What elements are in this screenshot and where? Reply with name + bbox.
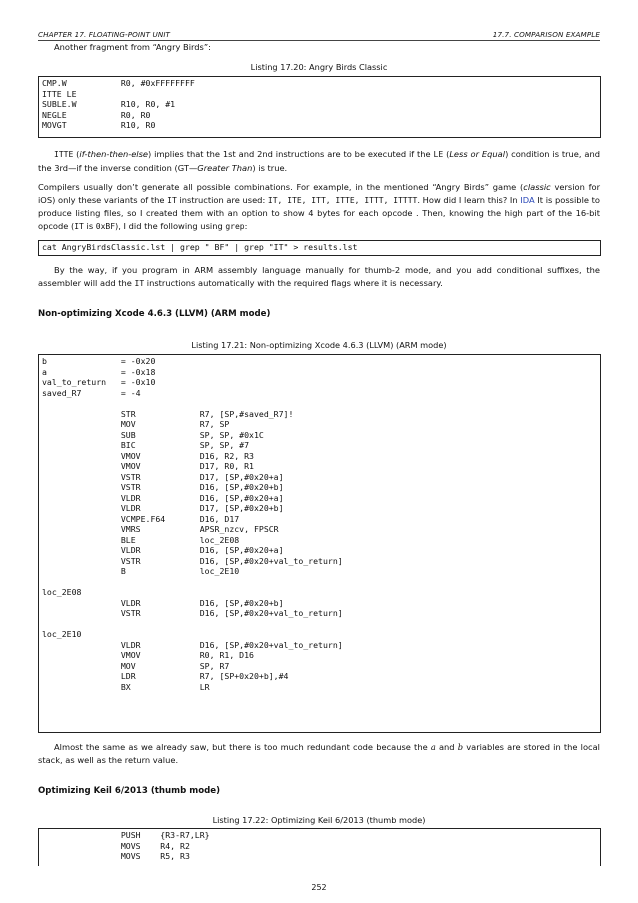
running-header-chapter: CHAPTER 17. FLOATING-POINT UNIT	[38, 30, 171, 39]
section-heading-xcode: Non-optimizing Xcode 4.6.3 (LLVM) (ARM mode)	[38, 309, 271, 319]
code-line: VSTR D16, [SP,#0x20+val_to_return]	[42, 555, 343, 566]
page-number: 252	[311, 883, 327, 892]
running-header-section: 17.7. COMPARISON EXAMPLE	[492, 30, 600, 39]
code-line: VMOV D16, R2, R3	[42, 450, 254, 461]
code-line: saved_R7 = -4	[42, 387, 141, 398]
code-line: CMP.W R0, #0xFFFFFFFF	[42, 78, 195, 88]
code-line: VLDR D16, [SP,#0x20+val_to_return]	[42, 639, 343, 650]
code-line: VSTR D16, [SP,#0x20+val_to_return]	[42, 608, 343, 618]
code-line: VLDR D16, [SP,#0x20+a]	[42, 545, 284, 555]
intro-paragraph: Another fragment from “Angry Birds”:	[54, 42, 211, 52]
code-line: VMOV R0, R1, D16	[42, 650, 254, 660]
code-line: VLDR D16, [SP,#0x20+b]	[42, 597, 284, 608]
code-line: BIC SP, SP, #7	[42, 440, 250, 450]
section-heading-keil: Optimizing Keil 6/2013 (thumb mode)	[38, 786, 221, 796]
code-line: VLDR D16, [SP,#0x20+a]	[42, 492, 284, 503]
code-line: loc_2E08	[42, 587, 82, 597]
code-line: ITTE LE	[42, 88, 77, 99]
code-line: STR R7, [SP,#saved_R7]!	[42, 408, 294, 419]
paragraph-by-the-way: By the way, if you program in ARM assembly language manually for thumb-2 mode, and you add conditional suffixes, the assembler will add the IT instructions automatically with the required flags where it is necessary.	[38, 265, 600, 288]
code-listing-17-20	[38, 76, 601, 138]
code-line: B loc_2E10	[42, 566, 240, 576]
code-line: val_to_return = -0x10	[42, 377, 156, 387]
code-line	[42, 619, 597, 630]
ida-link[interactable]: IDA	[520, 194, 535, 205]
code-line: a = -0x18	[42, 366, 156, 377]
code-line: MOV R7, SP	[42, 419, 230, 429]
code-line: b = -0x20	[42, 356, 156, 366]
code-line: VLDR D17, [SP,#0x20+b]	[42, 503, 284, 513]
code-itte: ITTE	[54, 150, 74, 159]
code-line: loc_2E10	[42, 629, 82, 639]
code-line: BLE loc_2E08	[42, 534, 240, 545]
code-line	[42, 577, 597, 588]
code-grep-command: cat AngryBirdsClassic.lst | grep " BF" | grep "IT" > results.lst	[38, 240, 601, 256]
code-listing-17-21	[38, 354, 601, 733]
code-line: VSTR D16, [SP,#0x20+b]	[42, 482, 284, 492]
listing-caption-17-22: Listing 17.22: Optimizing Keil 6/2013 (thumb mode)	[212, 815, 426, 825]
listing-caption-17-20: Listing 17.20: Angry Birds Classic	[250, 62, 388, 72]
code-line: VMRS APSR_nzcv, FPSCR	[42, 524, 279, 534]
code-line: VMOV D17, R0, R1	[42, 461, 254, 471]
code-line	[42, 398, 597, 409]
paragraph-itte: ITTE (if-then-then-else) implies that the 1st and 2nd instructions are to be executed if the LE (Less or Equal) condition is true, and the 3rd—if the inverse condition (GT—Greater Than) is true.	[38, 149, 601, 173]
code-line: NEGLE R0, R0	[42, 109, 151, 120]
code-line: MOVGT R10, R0	[42, 120, 156, 130]
code-listing-17-22	[38, 828, 601, 866]
code-line: MOVS R5, R3	[42, 851, 190, 861]
listing-caption-17-21: Listing 17.21: Non-optimizing Xcode 4.6.3 (LLVM) (ARM mode)	[191, 340, 447, 350]
code-line: VCMPE.F64 D16, D17	[42, 513, 240, 524]
paragraph-almost-same: Almost the same as we already saw, but there is too much redundant code because the a and b variables are stored in the local stack, as well as the return value.	[38, 742, 600, 765]
code-line: LDR R7, [SP+0x20+b],#4	[42, 671, 289, 681]
code-line: BX LR	[42, 681, 210, 692]
code-line: MOVS R4, R2	[42, 840, 190, 851]
code-line: VSTR D17, [SP,#0x20+a]	[42, 471, 284, 482]
paragraph-compilers: Compilers usually don’t generate all possible combinations. For example, in the mentioned “Angry Birds” game (classic version for iOS) only these variants of the IT instruction are used: IT, ITE, ITT, ITTE, ITTT, ITTTT. How did I learn this? In IDA It is possible to produce listing files, so I created them with an option to show 4 bytes for each opcode . Then, knowing the high part of the 16-bit opcode (IT is 0xBF), I did the following using grep:	[38, 182, 601, 231]
code-line: PUSH {R3-R7,LR}	[42, 830, 210, 840]
code-line: MOV SP, R7	[42, 660, 230, 671]
code-line: SUBLE.W R10, R0, #1	[42, 99, 176, 109]
code-line: SUB SP, SP, #0x1C	[42, 429, 264, 440]
